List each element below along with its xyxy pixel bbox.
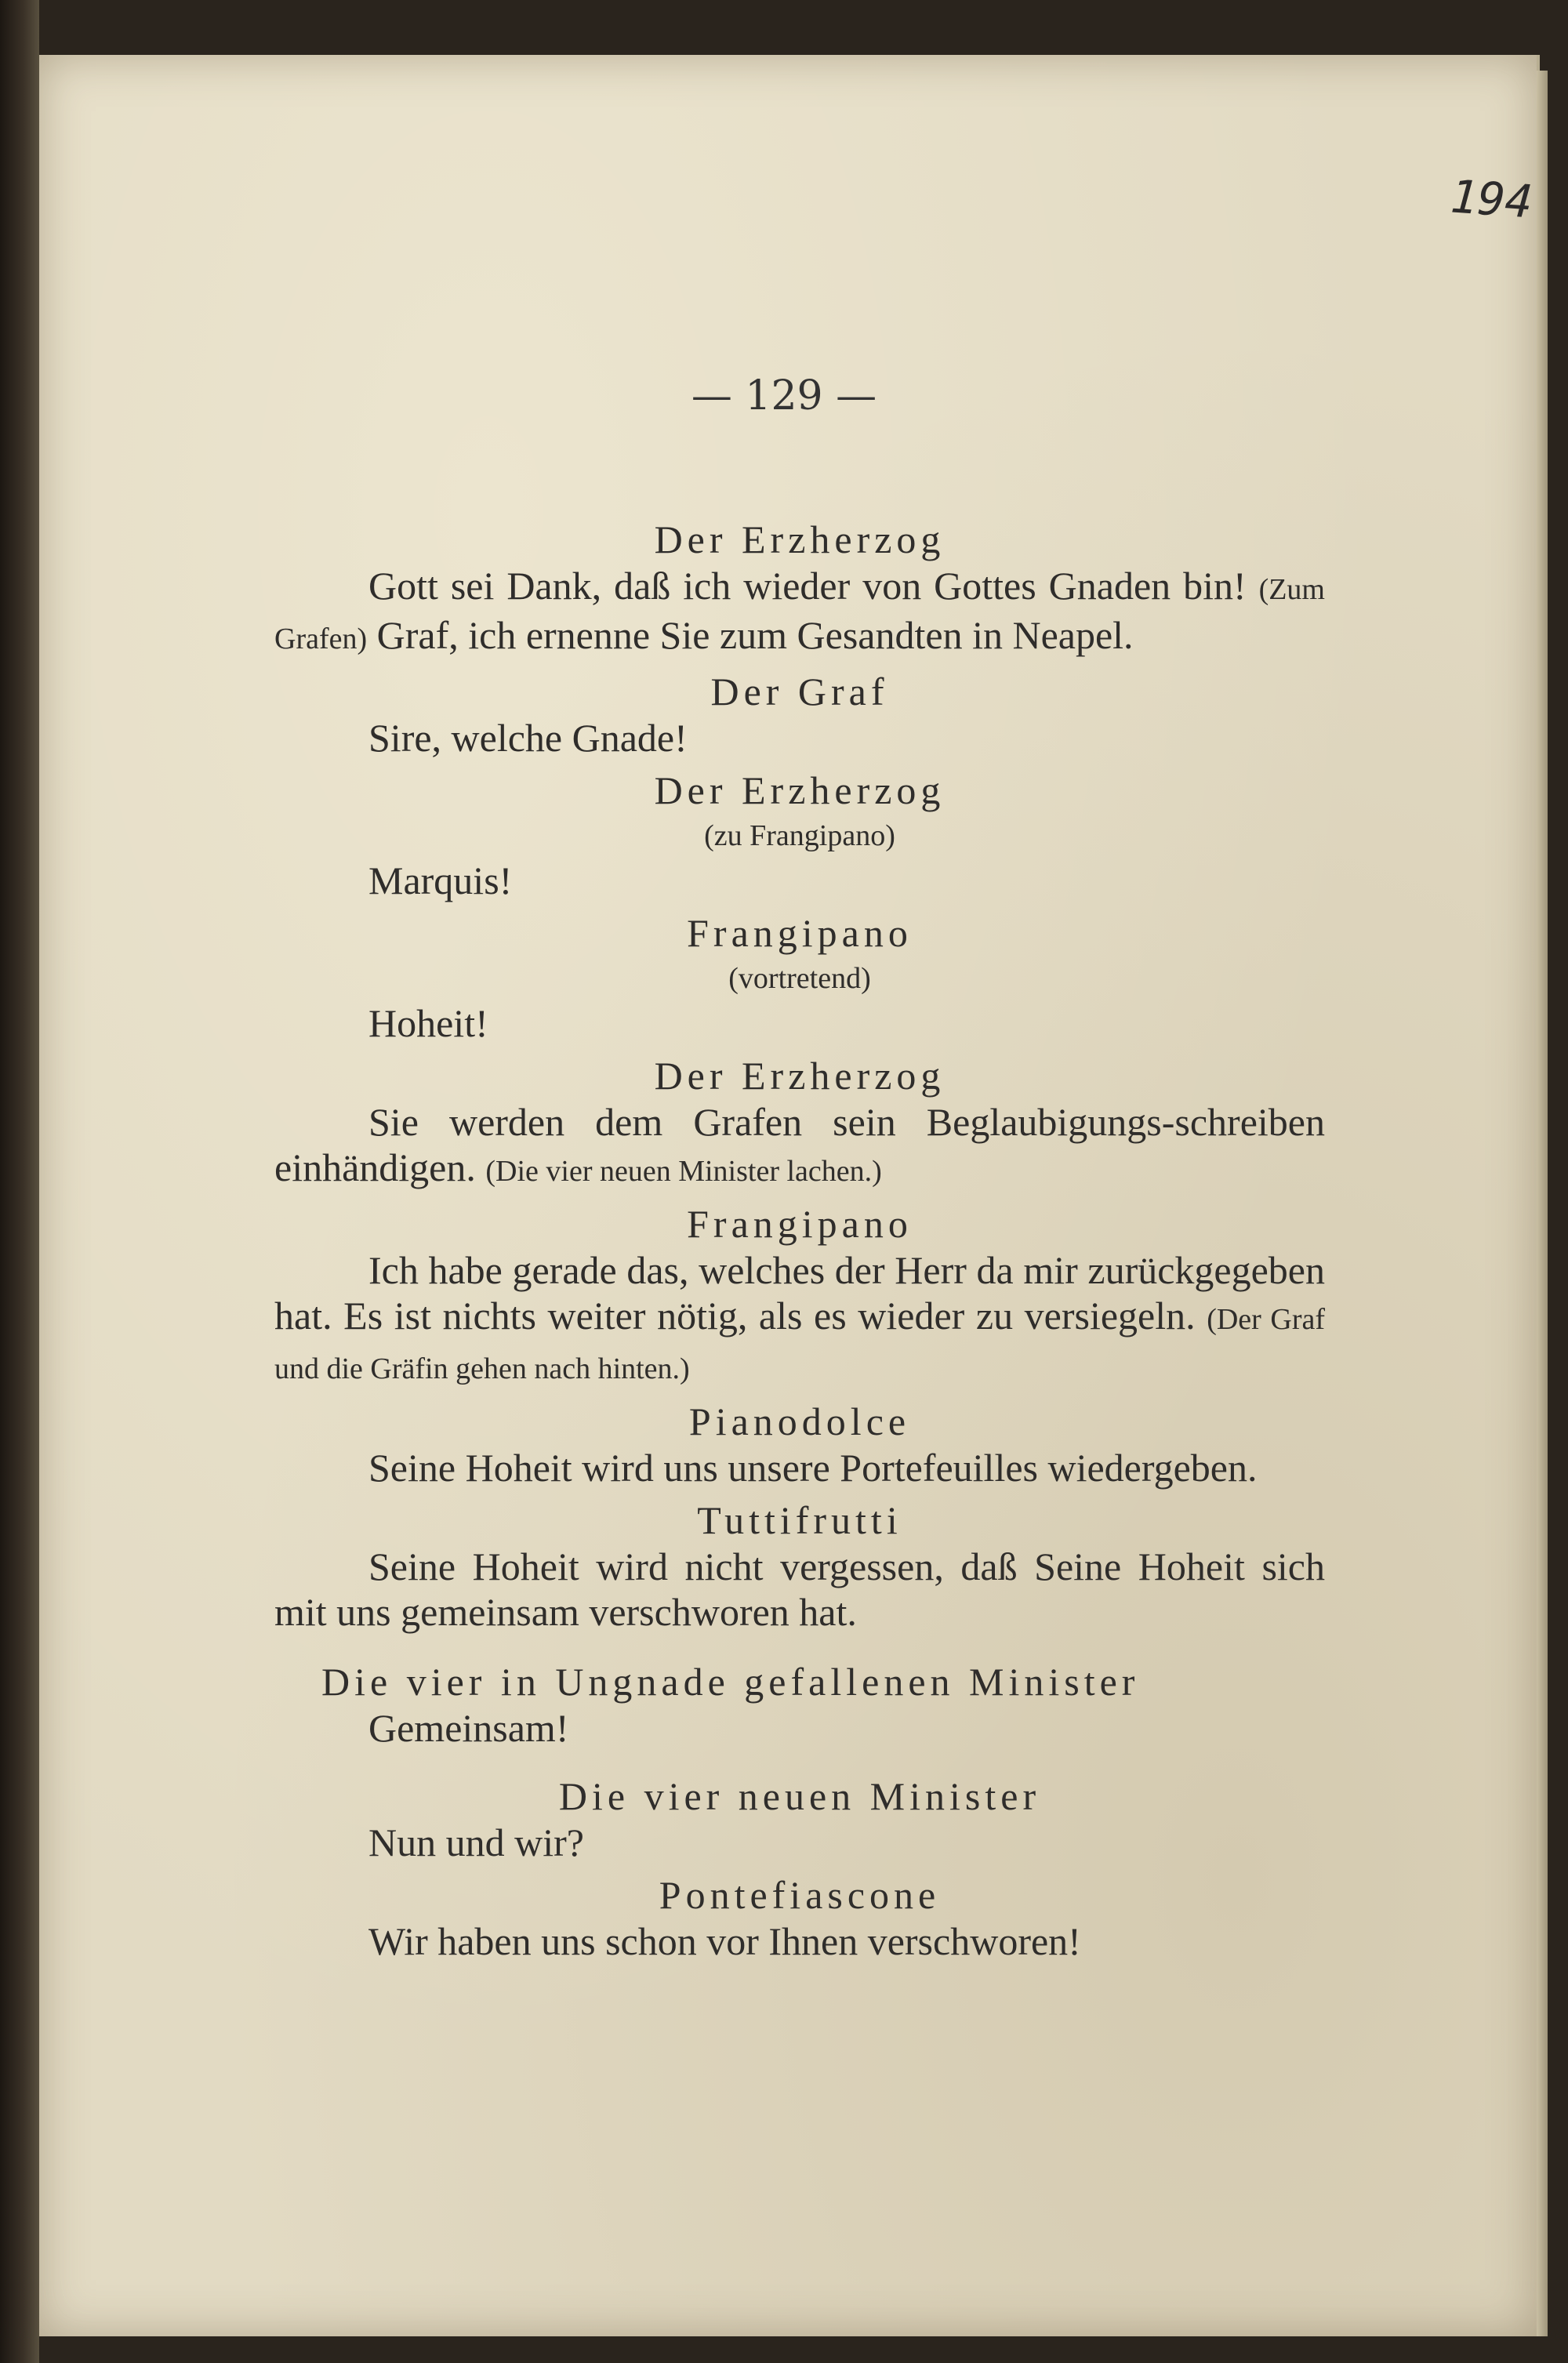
stage-direction: (Die vier neuen Minister lachen.)	[485, 1155, 882, 1188]
handwritten-folio-number: 194	[1448, 169, 1535, 229]
dialogue-line: Hoheit!	[368, 1001, 488, 1045]
dialogue-line: Wir haben uns schon vor Ihnen verschworen!	[368, 1919, 1081, 1963]
dialogue-line: Nun und wir?	[368, 1820, 584, 1864]
speaker-name: Die vier in Ungnade gefallenen Minister	[321, 1660, 1140, 1704]
dialogue-line	[274, 1099, 1325, 1194]
dialogue-text: Graf, ich ernenne Sie zum Gesandten in Neapel.	[367, 613, 1134, 657]
page-edge	[1537, 71, 1548, 2336]
dialogue-line: Seine Hoheit wird nicht vergessen, daß Seine Hoheit sich mit uns gemeinsam verschworen hat.	[274, 1544, 1325, 1634]
speaker-name: Der Erzherzog	[654, 768, 946, 812]
dialogue-text: Sie werden dem Grafen sein Beglaubigungs-schreiben einhändigen.	[274, 1100, 1325, 1189]
dialogue-line: Sire, welche Gnade!	[368, 716, 688, 760]
page-number: — 129 —	[691, 372, 877, 419]
speaker-name: Frangipano	[687, 1202, 913, 1246]
speaker-name: Pontefiascone	[659, 1873, 941, 1917]
book-page	[39, 55, 1540, 2336]
dialogue-line: Gemeinsam!	[368, 1706, 569, 1750]
speaker-name: Pianodolce	[688, 1399, 911, 1443]
speaker-name: Der Erzherzog	[654, 1054, 946, 1098]
dialogue-text: Ich habe gerade das, welches der Herr da mir zurückgegeben hat. Es ist nichts weiter nötig, als es wieder zu versiegeln.	[274, 1248, 1325, 1338]
book-binding	[0, 0, 39, 2363]
play-text	[274, 510, 1325, 1964]
speaker-name: Der Graf	[710, 670, 889, 713]
dialogue-line: Seine Hoheit wird uns unsere Portefeuilles wiedergeben.	[368, 1446, 1258, 1490]
speaker-name: Die vier neuen Minister	[558, 1774, 1041, 1818]
dialogue-line: Marquis!	[368, 858, 513, 902]
speaker-name: Der Erzherzog	[654, 517, 946, 561]
dialogue-text: Gott sei Dank, daß ich wieder von Gottes Gnaden bin!	[368, 564, 1259, 608]
dialogue-line	[274, 1247, 1325, 1392]
spacer	[274, 1751, 1325, 1766]
speaker-name: Frangipano	[687, 911, 913, 955]
stage-direction: (Zum Grafen)	[274, 573, 1325, 655]
stage-direction: (zu Frangipano)	[704, 819, 895, 852]
stage-direction: (vortretend)	[728, 962, 871, 995]
dialogue-line	[274, 563, 1325, 662]
stage-direction: (Der Graf und die Gräfin gehen nach hinten.)	[274, 1303, 1326, 1385]
speaker-name: Tuttifrutti	[697, 1498, 902, 1542]
